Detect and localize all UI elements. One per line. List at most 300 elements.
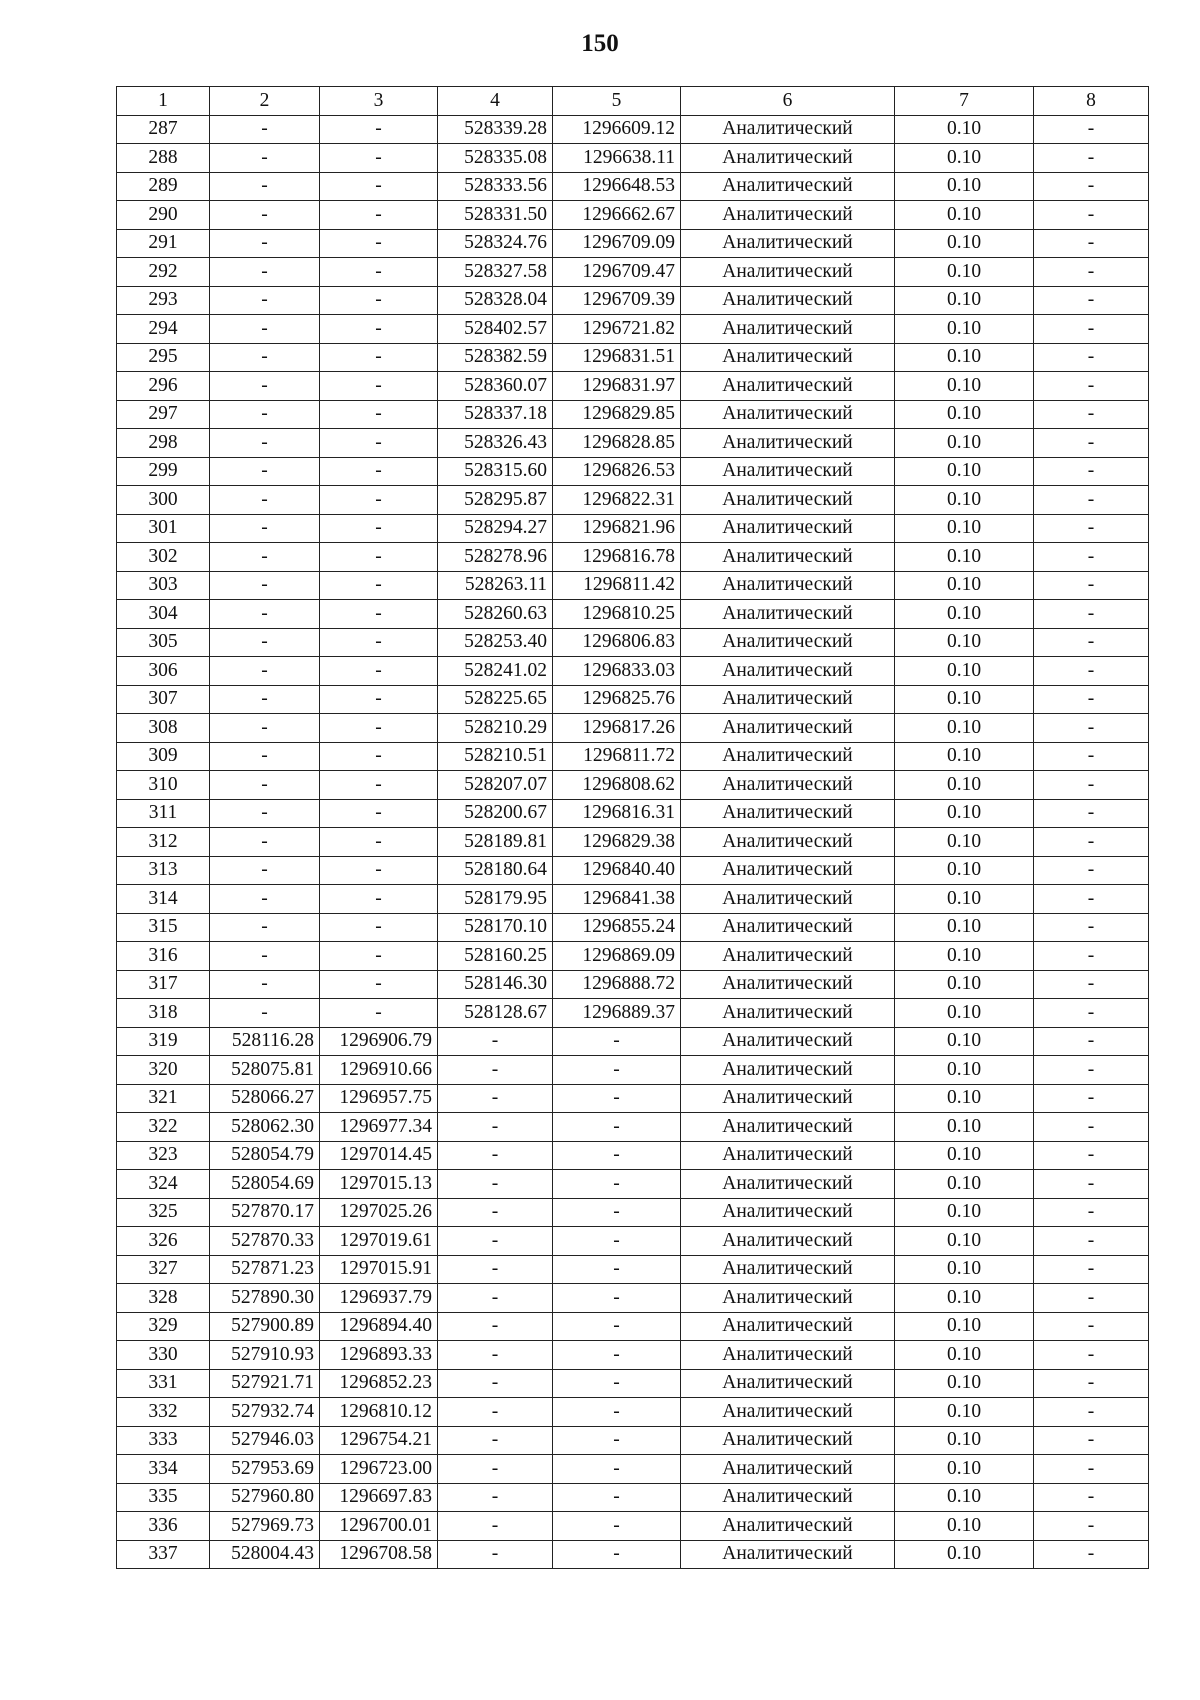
table-cell-col-3: 1296754.21 <box>320 1426 438 1455</box>
table-cell-col-7: 0.10 <box>895 1341 1034 1370</box>
table-cell-col-3: - <box>320 486 438 515</box>
table-row <box>117 457 1149 486</box>
table-cell-col-6: Аналитический <box>681 1398 895 1427</box>
table-cell-col-1: 294 <box>117 315 210 344</box>
table-cell-col-6: Аналитический <box>681 1284 895 1313</box>
table-cell-col-4: 528328.04 <box>438 286 553 315</box>
table-row <box>117 1113 1149 1142</box>
table-cell-col-4: 528210.29 <box>438 714 553 743</box>
table-cell-col-4: - <box>438 1227 553 1256</box>
table-cell-col-3: 1297019.61 <box>320 1227 438 1256</box>
table-cell-col-6: Аналитический <box>681 714 895 743</box>
table-cell-col-4: 528200.67 <box>438 799 553 828</box>
table-row <box>117 286 1149 315</box>
table-cell-col-2: - <box>210 258 320 287</box>
table-cell-col-2: 528054.69 <box>210 1170 320 1199</box>
table-cell-col-1: 291 <box>117 229 210 258</box>
table-row <box>117 514 1149 543</box>
table-cell-col-8: - <box>1034 1084 1149 1113</box>
table-cell-col-7: 0.10 <box>895 828 1034 857</box>
table-cell-col-7: 0.10 <box>895 343 1034 372</box>
table-cell-col-8: - <box>1034 400 1149 429</box>
table-cell-col-6: Аналитический <box>681 1483 895 1512</box>
table-cell-col-3: 1296937.79 <box>320 1284 438 1313</box>
table-cell-col-4: - <box>438 1369 553 1398</box>
table-cell-col-6: Аналитический <box>681 999 895 1028</box>
table-cell-col-3: - <box>320 771 438 800</box>
table-cell-col-1: 318 <box>117 999 210 1028</box>
table-cell-col-6: Аналитический <box>681 457 895 486</box>
table-cell-col-2: - <box>210 828 320 857</box>
table-cell-col-3: - <box>320 571 438 600</box>
table-cell-col-5: - <box>553 1455 681 1484</box>
table-cell-col-6: Аналитический <box>681 1141 895 1170</box>
table-cell-col-3: - <box>320 714 438 743</box>
table-cell-col-8: - <box>1034 343 1149 372</box>
table-cell-col-6: Аналитический <box>681 514 895 543</box>
table-cell-col-5: 1296888.72 <box>553 970 681 999</box>
table-cell-col-6: Аналитический <box>681 343 895 372</box>
table-cell-col-4: 528324.76 <box>438 229 553 258</box>
table-cell-col-4: 528382.59 <box>438 343 553 372</box>
table-cell-col-6: Аналитический <box>681 657 895 686</box>
table-cell-col-3: - <box>320 172 438 201</box>
table-cell-col-8: - <box>1034 144 1149 173</box>
table-cell-col-8: - <box>1034 1027 1149 1056</box>
table-cell-col-4: 528294.27 <box>438 514 553 543</box>
table-cell-col-3: 1296810.12 <box>320 1398 438 1427</box>
table-cell-col-7: 0.10 <box>895 799 1034 828</box>
table-cell-col-6: Аналитический <box>681 942 895 971</box>
table-cell-col-3: 1296723.00 <box>320 1455 438 1484</box>
table-cell-col-1: 299 <box>117 457 210 486</box>
table-row <box>117 999 1149 1028</box>
table-cell-col-4: 528333.56 <box>438 172 553 201</box>
table-cell-col-3: - <box>320 999 438 1028</box>
table-cell-col-8: - <box>1034 714 1149 743</box>
table-cell-col-7: 0.10 <box>895 600 1034 629</box>
table-cell-col-4: - <box>438 1540 553 1569</box>
table-cell-col-5: 1296821.96 <box>553 514 681 543</box>
table-cell-col-7: 0.10 <box>895 1512 1034 1541</box>
table-cell-col-7: 0.10 <box>895 942 1034 971</box>
table-cell-col-1: 331 <box>117 1369 210 1398</box>
table-cell-col-8: - <box>1034 1113 1149 1142</box>
table-cell-col-8: - <box>1034 543 1149 572</box>
table-cell-col-1: 303 <box>117 571 210 600</box>
table-cell-col-2: 528116.28 <box>210 1027 320 1056</box>
table-cell-col-3: 1297015.91 <box>320 1255 438 1284</box>
table-cell-col-6: Аналитический <box>681 543 895 572</box>
table-cell-col-6: Аналитический <box>681 1027 895 1056</box>
table-cell-col-4: - <box>438 1255 553 1284</box>
table-cell-col-1: 308 <box>117 714 210 743</box>
table-cell-col-1: 326 <box>117 1227 210 1256</box>
page-number: 150 <box>581 30 619 57</box>
table-cell-col-8: - <box>1034 1198 1149 1227</box>
table-cell-col-8: - <box>1034 1426 1149 1455</box>
table-row <box>117 600 1149 629</box>
table-cell-col-1: 336 <box>117 1512 210 1541</box>
table-cell-col-3: - <box>320 400 438 429</box>
table-cell-col-2: - <box>210 315 320 344</box>
table-cell-col-7: 0.10 <box>895 1398 1034 1427</box>
column-header-6: 6 <box>681 87 895 116</box>
table-cell-col-8: - <box>1034 1398 1149 1427</box>
table-cell-col-4: 528295.87 <box>438 486 553 515</box>
table-cell-col-1: 287 <box>117 115 210 144</box>
table-cell-col-3: 1296906.79 <box>320 1027 438 1056</box>
table-cell-col-5: - <box>553 1483 681 1512</box>
table-cell-col-5: 1296811.42 <box>553 571 681 600</box>
table-cell-col-2: 527890.30 <box>210 1284 320 1313</box>
table-cell-col-6: Аналитический <box>681 1255 895 1284</box>
table-cell-col-5: - <box>553 1056 681 1085</box>
table-cell-col-2: - <box>210 970 320 999</box>
table-cell-col-4: - <box>438 1483 553 1512</box>
table-row <box>117 856 1149 885</box>
table-cell-col-7: 0.10 <box>895 1170 1034 1199</box>
table-cell-col-7: 0.10 <box>895 486 1034 515</box>
table-cell-col-4: 528326.43 <box>438 429 553 458</box>
table-cell-col-5: 1296810.25 <box>553 600 681 629</box>
table-cell-col-1: 329 <box>117 1312 210 1341</box>
table-cell-col-4: - <box>438 1170 553 1199</box>
table-cell-col-4: - <box>438 1084 553 1113</box>
table-cell-col-7: 0.10 <box>895 286 1034 315</box>
table-cell-col-6: Аналитический <box>681 1056 895 1085</box>
table-cell-col-1: 334 <box>117 1455 210 1484</box>
table-cell-col-4: - <box>438 1284 553 1313</box>
table-cell-col-2: - <box>210 600 320 629</box>
table-cell-col-8: - <box>1034 1369 1149 1398</box>
table-cell-col-1: 301 <box>117 514 210 543</box>
table-cell-col-5: 1296855.24 <box>553 913 681 942</box>
table-cell-col-6: Аналитический <box>681 1170 895 1199</box>
table-cell-col-2: - <box>210 486 320 515</box>
table-cell-col-1: 304 <box>117 600 210 629</box>
table-cell-col-7: 0.10 <box>895 372 1034 401</box>
table-cell-col-6: Аналитический <box>681 1113 895 1142</box>
table-cell-col-4: 528180.64 <box>438 856 553 885</box>
table-cell-col-2: 528066.27 <box>210 1084 320 1113</box>
table-cell-col-6: Аналитический <box>681 115 895 144</box>
table-cell-col-8: - <box>1034 486 1149 515</box>
table-cell-col-6: Аналитический <box>681 286 895 315</box>
table-cell-col-4: - <box>438 1426 553 1455</box>
table-cell-col-8: - <box>1034 571 1149 600</box>
table-cell-col-2: - <box>210 429 320 458</box>
table-cell-col-5: 1296609.12 <box>553 115 681 144</box>
table-cell-col-3: - <box>320 457 438 486</box>
table-cell-col-2: - <box>210 628 320 657</box>
table-cell-col-4: - <box>438 1341 553 1370</box>
table-cell-col-6: Аналитический <box>681 628 895 657</box>
table-cell-col-6: Аналитический <box>681 1455 895 1484</box>
table-cell-col-6: Аналитический <box>681 258 895 287</box>
table-cell-col-7: 0.10 <box>895 1369 1034 1398</box>
table-cell-col-7: 0.10 <box>895 457 1034 486</box>
table-cell-col-7: 0.10 <box>895 1312 1034 1341</box>
table-row <box>117 657 1149 686</box>
table-cell-col-1: 310 <box>117 771 210 800</box>
table-cell-col-5: 1296825.76 <box>553 685 681 714</box>
table-cell-col-1: 332 <box>117 1398 210 1427</box>
table-row <box>117 1227 1149 1256</box>
table-cell-col-2: 528062.30 <box>210 1113 320 1142</box>
table-cell-col-7: 0.10 <box>895 1540 1034 1569</box>
table-cell-col-7: 0.10 <box>895 1483 1034 1512</box>
table-cell-col-7: 0.10 <box>895 999 1034 1028</box>
table-cell-col-1: 321 <box>117 1084 210 1113</box>
table-cell-col-4: 528339.28 <box>438 115 553 144</box>
table-cell-col-3: - <box>320 115 438 144</box>
table-cell-col-4: - <box>438 1056 553 1085</box>
column-header-2: 2 <box>210 87 320 116</box>
table-cell-col-5: - <box>553 1512 681 1541</box>
table-row <box>117 885 1149 914</box>
table-cell-col-2: - <box>210 856 320 885</box>
table-row <box>117 628 1149 657</box>
table-cell-col-6: Аналитический <box>681 1512 895 1541</box>
column-header-7: 7 <box>895 87 1034 116</box>
table-cell-col-8: - <box>1034 1170 1149 1199</box>
table-cell-col-1: 306 <box>117 657 210 686</box>
table-cell-col-4: 528189.81 <box>438 828 553 857</box>
table-cell-col-5: 1296638.11 <box>553 144 681 173</box>
table-cell-col-5: - <box>553 1255 681 1284</box>
table-cell-col-2: 527953.69 <box>210 1455 320 1484</box>
table-cell-col-5: 1296709.09 <box>553 229 681 258</box>
table-row <box>117 543 1149 572</box>
table-cell-col-4: 528263.11 <box>438 571 553 600</box>
table-cell-col-3: 1296852.23 <box>320 1369 438 1398</box>
table-cell-col-8: - <box>1034 771 1149 800</box>
table-cell-col-2: 527870.17 <box>210 1198 320 1227</box>
table-cell-col-4: 528253.40 <box>438 628 553 657</box>
table-row <box>117 942 1149 971</box>
table-cell-col-1: 309 <box>117 742 210 771</box>
table-cell-col-1: 300 <box>117 486 210 515</box>
table-cell-col-8: - <box>1034 514 1149 543</box>
table-cell-col-2: 527932.74 <box>210 1398 320 1427</box>
table-cell-col-8: - <box>1034 1455 1149 1484</box>
table-cell-col-5: - <box>553 1141 681 1170</box>
table-cell-col-7: 0.10 <box>895 258 1034 287</box>
table-cell-col-8: - <box>1034 885 1149 914</box>
table-row <box>117 429 1149 458</box>
table-cell-col-1: 317 <box>117 970 210 999</box>
table-cell-col-8: - <box>1034 1255 1149 1284</box>
table-body <box>117 115 1149 1569</box>
table-cell-col-3: - <box>320 942 438 971</box>
table-cell-col-8: - <box>1034 315 1149 344</box>
table-cell-col-6: Аналитический <box>681 1369 895 1398</box>
table-cell-col-2: - <box>210 571 320 600</box>
table-cell-col-2: - <box>210 144 320 173</box>
table-cell-col-5: - <box>553 1284 681 1313</box>
table-cell-col-5: 1296829.38 <box>553 828 681 857</box>
table-cell-col-7: 0.10 <box>895 400 1034 429</box>
table-cell-col-2: 527870.33 <box>210 1227 320 1256</box>
table-cell-col-5: 1296721.82 <box>553 315 681 344</box>
table-row <box>117 1369 1149 1398</box>
table-cell-col-4: 528260.63 <box>438 600 553 629</box>
table-cell-col-5: 1296816.31 <box>553 799 681 828</box>
table-cell-col-2: - <box>210 286 320 315</box>
table-cell-col-8: - <box>1034 1312 1149 1341</box>
table-cell-col-7: 0.10 <box>895 571 1034 600</box>
table-row <box>117 1027 1149 1056</box>
table-row <box>117 229 1149 258</box>
table-cell-col-7: 0.10 <box>895 685 1034 714</box>
table-cell-col-6: Аналитический <box>681 229 895 258</box>
table-cell-col-3: 1296894.40 <box>320 1312 438 1341</box>
table-cell-col-5: - <box>553 1227 681 1256</box>
table-row <box>117 172 1149 201</box>
table-cell-col-6: Аналитический <box>681 771 895 800</box>
table-cell-col-3: - <box>320 657 438 686</box>
table-cell-col-5: 1296826.53 <box>553 457 681 486</box>
table-cell-col-6: Аналитический <box>681 1198 895 1227</box>
table-cell-col-3: - <box>320 258 438 287</box>
table-cell-col-6: Аналитический <box>681 1426 895 1455</box>
table-cell-col-6: Аналитический <box>681 742 895 771</box>
table-cell-col-4: - <box>438 1312 553 1341</box>
table-row <box>117 1512 1149 1541</box>
table-cell-col-8: - <box>1034 942 1149 971</box>
table-cell-col-5: - <box>553 1369 681 1398</box>
table-cell-col-4: 528146.30 <box>438 970 553 999</box>
table-cell-col-1: 323 <box>117 1141 210 1170</box>
table-cell-col-8: - <box>1034 1512 1149 1541</box>
table-cell-col-2: - <box>210 885 320 914</box>
table-cell-col-8: - <box>1034 1483 1149 1512</box>
table-cell-col-3: 1296700.01 <box>320 1512 438 1541</box>
table-cell-col-5: 1296841.38 <box>553 885 681 914</box>
table-cell-col-2: 527910.93 <box>210 1341 320 1370</box>
table-cell-col-4: - <box>438 1141 553 1170</box>
table-cell-col-5: 1296806.83 <box>553 628 681 657</box>
table-cell-col-1: 314 <box>117 885 210 914</box>
table-cell-col-6: Аналитический <box>681 372 895 401</box>
table-cell-col-3: 1297025.26 <box>320 1198 438 1227</box>
table-cell-col-6: Аналитический <box>681 486 895 515</box>
table-cell-col-3: 1296893.33 <box>320 1341 438 1370</box>
table-cell-col-2: 527871.23 <box>210 1255 320 1284</box>
table-cell-col-2: - <box>210 799 320 828</box>
table-cell-col-3: 1297015.13 <box>320 1170 438 1199</box>
table-cell-col-5: - <box>553 1398 681 1427</box>
table-cell-col-6: Аналитический <box>681 885 895 914</box>
table-cell-col-5: 1296709.47 <box>553 258 681 287</box>
table-cell-col-7: 0.10 <box>895 1027 1034 1056</box>
table-row <box>117 115 1149 144</box>
table-cell-col-5: 1296831.51 <box>553 343 681 372</box>
table-cell-col-1: 302 <box>117 543 210 572</box>
table-cell-col-2: - <box>210 457 320 486</box>
table-cell-col-5: - <box>553 1170 681 1199</box>
table-row <box>117 1198 1149 1227</box>
table-cell-col-8: - <box>1034 1141 1149 1170</box>
table-cell-col-1: 320 <box>117 1056 210 1085</box>
table-row <box>117 1455 1149 1484</box>
table-cell-col-7: 0.10 <box>895 115 1034 144</box>
table-row <box>117 685 1149 714</box>
table-cell-col-4: 528241.02 <box>438 657 553 686</box>
table-cell-col-7: 0.10 <box>895 201 1034 230</box>
table-cell-col-6: Аналитический <box>681 799 895 828</box>
table-cell-col-1: 296 <box>117 372 210 401</box>
table-cell-col-2: - <box>210 742 320 771</box>
table-cell-col-3: - <box>320 799 438 828</box>
table-row <box>117 1084 1149 1113</box>
table-cell-col-3: - <box>320 856 438 885</box>
table-cell-col-1: 325 <box>117 1198 210 1227</box>
table-cell-col-5: 1296709.39 <box>553 286 681 315</box>
table-cell-col-1: 333 <box>117 1426 210 1455</box>
table-cell-col-2: - <box>210 714 320 743</box>
table-row <box>117 1398 1149 1427</box>
table-cell-col-4: 528278.96 <box>438 543 553 572</box>
table-row <box>117 343 1149 372</box>
table-header-row <box>117 87 1149 116</box>
table-cell-col-5: 1296662.67 <box>553 201 681 230</box>
table-cell-col-4: 528170.10 <box>438 913 553 942</box>
table-cell-col-8: - <box>1034 286 1149 315</box>
table-cell-col-8: - <box>1034 457 1149 486</box>
table-row <box>117 714 1149 743</box>
table-row <box>117 400 1149 429</box>
table-row <box>117 486 1149 515</box>
table-cell-col-2: - <box>210 514 320 543</box>
table-row <box>117 742 1149 771</box>
table-cell-col-7: 0.10 <box>895 514 1034 543</box>
table-cell-col-6: Аналитический <box>681 1341 895 1370</box>
table-cell-col-2: - <box>210 172 320 201</box>
table-cell-col-3: 1296697.83 <box>320 1483 438 1512</box>
table-cell-col-3: - <box>320 600 438 629</box>
table-cell-col-1: 335 <box>117 1483 210 1512</box>
table-cell-col-7: 0.10 <box>895 1227 1034 1256</box>
table-cell-col-4: 528360.07 <box>438 372 553 401</box>
table-cell-col-4: 528225.65 <box>438 685 553 714</box>
table-cell-col-6: Аналитический <box>681 1312 895 1341</box>
table-cell-col-8: - <box>1034 1341 1149 1370</box>
table-row <box>117 1056 1149 1085</box>
column-header-3: 3 <box>320 87 438 116</box>
table-cell-col-5: 1296869.09 <box>553 942 681 971</box>
table-cell-col-7: 0.10 <box>895 1255 1034 1284</box>
table-cell-col-2: - <box>210 685 320 714</box>
table-cell-col-7: 0.10 <box>895 229 1034 258</box>
table-cell-col-4: 528315.60 <box>438 457 553 486</box>
table-cell-col-3: - <box>320 543 438 572</box>
table-cell-col-1: 316 <box>117 942 210 971</box>
table-cell-col-8: - <box>1034 1056 1149 1085</box>
table-row <box>117 771 1149 800</box>
table-cell-col-1: 327 <box>117 1255 210 1284</box>
table-row <box>117 828 1149 857</box>
table-cell-col-3: - <box>320 514 438 543</box>
table-cell-col-3: - <box>320 913 438 942</box>
table-cell-col-6: Аналитический <box>681 1084 895 1113</box>
table-cell-col-5: 1296833.03 <box>553 657 681 686</box>
table-cell-col-3: - <box>320 742 438 771</box>
column-header-8: 8 <box>1034 87 1149 116</box>
table-cell-col-4: 528402.57 <box>438 315 553 344</box>
table-cell-col-8: - <box>1034 600 1149 629</box>
